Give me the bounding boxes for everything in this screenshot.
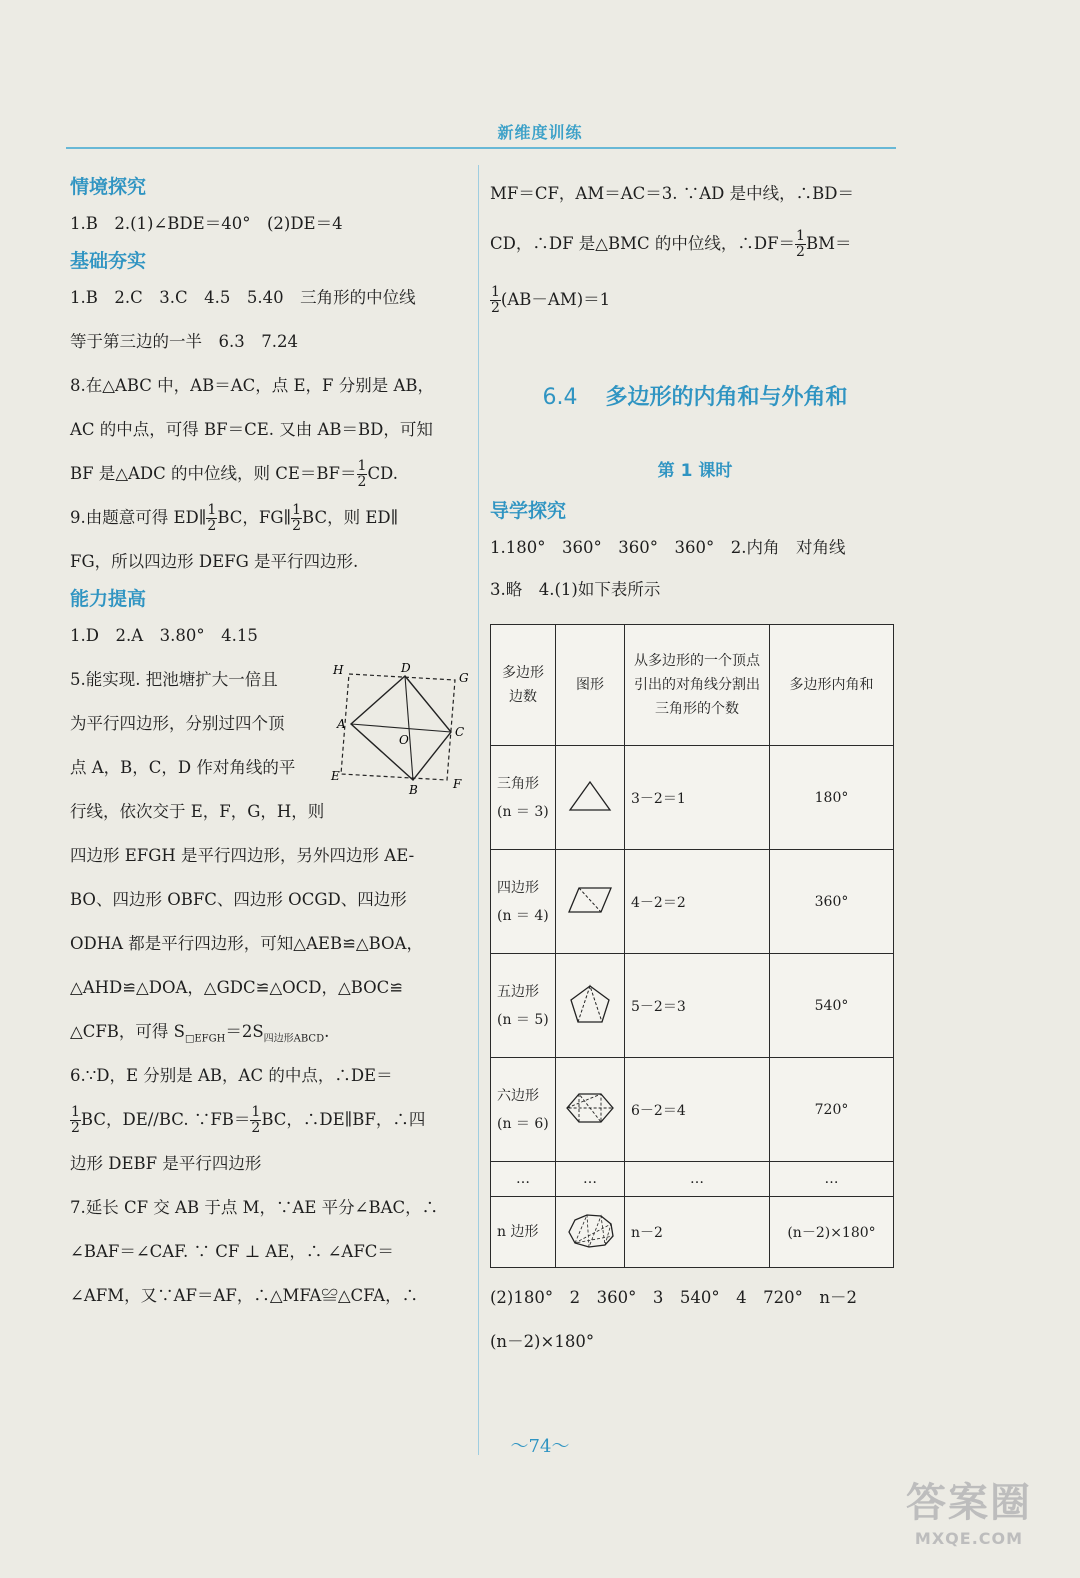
answer-line <box>70 496 470 540</box>
watermark-url: MXQE.COM <box>914 1529 1024 1548</box>
pentagon-icon <box>565 982 615 1026</box>
polygon-n: (n ＝ 6) <box>497 1115 549 1132</box>
subscript: □EFGH <box>184 1033 226 1045</box>
table-header-cell: 从多边形的一个顶点引出的对角线分割出三角形的个数 <box>625 625 770 746</box>
table-cell: … <box>556 1162 625 1197</box>
answer-line: (2)180° 2 360° 3 540° 4 720° n－2 <box>490 1288 857 1307</box>
answer-line: AC 的中点，可得 BF＝CE. 又由 AB＝BD，可知 <box>70 420 433 439</box>
fraction-numerator: 1 <box>207 502 217 518</box>
text-fragment: BC，FG <box>217 508 284 527</box>
fraction-numerator: 1 <box>292 502 302 518</box>
table-cell <box>556 1197 625 1268</box>
outer-parallelogram-efgh <box>341 674 455 780</box>
table-cell: 720° <box>770 1058 894 1162</box>
label-g: G <box>459 671 469 685</box>
polygon-n: (n ＝ 5) <box>497 1011 549 1028</box>
table-cell: … <box>770 1162 894 1197</box>
table-cell: 540° <box>770 954 894 1058</box>
table-cell: 4－2＝2 <box>625 850 770 954</box>
label-d: D <box>401 662 411 675</box>
fraction-denominator: 2 <box>491 300 500 316</box>
fraction-half <box>357 459 368 490</box>
answer-line: 1.B 2.(1)∠BDE＝40° (2)DE＝4 <box>70 214 343 233</box>
answer-line <box>70 452 470 496</box>
polygon-angle-table <box>490 624 894 1268</box>
section-title-jichu: 基础夯实 <box>70 250 147 272</box>
table-cell <box>491 1058 556 1162</box>
table-header-cell: 多边形内角和 <box>770 625 894 746</box>
text-fragment: BC，DE//BC. ∵FB＝ <box>80 1110 251 1129</box>
parallel-equal-icon: ∥ <box>344 1110 353 1129</box>
parallel-equal-icon: ∥ <box>390 508 399 527</box>
fraction-denominator: 2 <box>251 1120 261 1136</box>
label-f: F <box>453 777 462 791</box>
diagonal-ac <box>351 724 451 732</box>
fraction-half <box>70 1105 81 1136</box>
column-divider <box>478 165 479 1455</box>
quadrilateral-icon <box>565 880 615 920</box>
answer-line: 等于第三边的一半 6.3 7.24 <box>70 332 298 351</box>
table-cell: (n－2)×180° <box>770 1197 894 1268</box>
answer-line <box>490 216 900 272</box>
table-cell: 360° <box>770 850 894 954</box>
triangle-icon <box>565 776 615 816</box>
polygon-name: 六边形 <box>497 1087 539 1104</box>
polygon-name: 五边形 <box>497 983 539 1000</box>
table-cell <box>556 954 625 1058</box>
label-o: O <box>399 733 409 747</box>
watermark-logo <box>874 1478 1064 1568</box>
page-number: ～74～ <box>510 1436 570 1457</box>
fraction-denominator: 2 <box>796 244 805 260</box>
fraction-denominator: 2 <box>207 518 217 534</box>
parallelogram-figure <box>325 662 470 797</box>
lesson-number: 6.4 <box>542 385 578 410</box>
answer-line: 1.D 2.A 3.80° 4.15 <box>70 626 258 645</box>
answer-line: 6.∵D，E 分别是 AB，AC 的中点，∴DE＝ <box>70 1066 393 1085</box>
text-fragment: CD. <box>367 464 398 483</box>
n-gon-icon <box>563 1210 617 1250</box>
fraction-numerator: 1 <box>71 1104 80 1120</box>
parallel-equal-icon: ∥ <box>198 508 207 527</box>
polygon-n: (n ＝ 3) <box>497 803 549 820</box>
label-b: B <box>409 783 418 797</box>
answer-line: 8.在△ABC 中，AB＝AC，点 E，F 分别是 AB， <box>70 376 434 395</box>
section-title-daoxue: 导学探究 <box>490 500 567 522</box>
answer-line: 3.略 4.(1)如下表所示 <box>490 580 661 599</box>
table-cell <box>556 746 625 850</box>
text-fragment: BM＝ <box>805 234 852 253</box>
text-fragment: BC，则 ED <box>302 508 391 527</box>
table-cell: 5－2＝3 <box>625 954 770 1058</box>
polygon-name: 三角形 <box>497 775 539 792</box>
table-header-cell: 图形 <box>556 625 625 746</box>
text-fragment: 9.由题意可得 ED <box>70 508 199 527</box>
table-cell <box>556 1058 625 1162</box>
table-cell: n－2 <box>625 1197 770 1268</box>
table-row <box>491 1162 894 1197</box>
table-cell: n 边形 <box>491 1197 556 1268</box>
fraction-denominator: 2 <box>71 1120 80 1136</box>
q5-with-figure <box>70 658 470 834</box>
table-cell: 180° <box>770 746 894 850</box>
answer-line: 为平行四边形，分别过四个顶 <box>70 714 285 733</box>
fraction-denominator: 2 <box>357 474 367 490</box>
left-column <box>70 172 470 1318</box>
table-cell: 6－2＝4 <box>625 1058 770 1162</box>
fraction-numerator: 1 <box>357 458 367 474</box>
fraction-half <box>250 1105 261 1136</box>
table-cell: … <box>491 1162 556 1197</box>
fraction-half <box>490 285 501 316</box>
answer-line: (n－2)×180° <box>490 1332 595 1351</box>
answer-line: 5.能实现. 把池塘扩大一倍且 <box>70 670 278 689</box>
q5-text <box>70 658 325 834</box>
text-fragment: (AB－AM)＝1 <box>500 290 611 309</box>
answer-line: ODHA 都是平行四边形，可知△AEB≌△BOA， <box>70 934 423 953</box>
period-title: 第 1 课时 <box>657 461 733 481</box>
answer-line <box>70 1010 470 1054</box>
text-fragment: ＝2S <box>225 1022 264 1041</box>
fraction-denominator: 2 <box>292 518 302 534</box>
answer-line: △AHD≌△DOA，△GDC≌△OCD，△BOC≌ <box>70 978 404 997</box>
right-column <box>490 172 900 1364</box>
answer-line: 四边形 EFGH 是平行四边形，另外四边形 AE- <box>70 846 415 865</box>
table-cell <box>491 746 556 850</box>
table-row <box>491 746 894 850</box>
table-cell <box>556 850 625 954</box>
answer-line: ∠BAF＝∠CAF. ∵ CF ⊥ AE，∴ ∠AFC＝ <box>70 1242 394 1261</box>
table-header-cell: 多边形边数 <box>491 625 556 746</box>
text-fragment: CD，∴DF 是△BMC 的中位线，∴DF＝ <box>490 234 796 253</box>
section-title-qingjing: 情境探究 <box>70 176 147 198</box>
fraction-half <box>206 503 217 534</box>
answer-line <box>490 272 900 328</box>
fraction-half <box>291 503 302 534</box>
table-header-row <box>491 625 894 746</box>
answer-line: 边形 DEBF 是平行四边形 <box>70 1154 262 1173</box>
text-fragment: △CFB，可得 S <box>70 1022 185 1041</box>
answer-line: 7.延长 CF 交 AB 于点 M，∵AE 平分∠BAC，∴ <box>70 1198 439 1217</box>
answer-line: 点 A，B，C，D 作对角线的平 <box>70 758 296 777</box>
text-fragment: BC，∴DE <box>261 1110 345 1129</box>
table-cell: … <box>625 1162 770 1197</box>
header-rule <box>66 147 896 149</box>
watermark-text: 答案圈 <box>906 1480 1032 1526</box>
fraction-numerator: 1 <box>796 228 805 244</box>
label-e: E <box>331 769 340 783</box>
answer-line: MF＝CF，AM＝AC＝3. ∵AD 是中线，∴BD＝ <box>490 184 854 203</box>
table-row <box>491 954 894 1058</box>
polygon-name: 四边形 <box>497 879 539 896</box>
answer-line: 1.B 2.C 3.C 4.5 5.40 三角形的中位线 <box>70 288 416 307</box>
table-row <box>491 1058 894 1162</box>
parallel-equal-icon: ∥ <box>283 508 292 527</box>
answer-line: 1.180° 360° 360° 360° 2.内角 对角线 <box>490 538 846 557</box>
table-row <box>491 1197 894 1268</box>
answer-line: FG，所以四边形 DEFG 是平行四边形. <box>70 552 359 571</box>
hexagon-icon <box>563 1088 617 1128</box>
answer-line: BO、四边形 OBFC、四边形 OCGD、四边形 <box>70 890 407 909</box>
polygon-n: (n ＝ 4) <box>497 907 549 924</box>
fraction-numerator: 1 <box>491 284 500 300</box>
table-cell <box>491 850 556 954</box>
answer-line <box>70 1098 470 1142</box>
section-title-nengli: 能力提高 <box>70 588 147 610</box>
table-cell <box>491 954 556 1058</box>
lesson-name: 多边形的内角和与外角和 <box>605 385 848 410</box>
header-title: 新维度训练 <box>497 123 583 142</box>
label-a: A <box>337 717 346 731</box>
fraction-half <box>795 229 806 260</box>
text-fragment: BF 是△ADC 的中位线，则 CE＝BF＝ <box>70 464 357 483</box>
fraction-numerator: 1 <box>251 1104 261 1120</box>
answer-line: 行线，依次交于 E，F，G，H，则 <box>70 802 325 821</box>
table-row <box>491 850 894 954</box>
subscript: 四边形ABCD <box>263 1033 325 1045</box>
text-fragment: . <box>324 1022 330 1041</box>
answer-line: ∠AFM，又∵AF＝AF，∴△MFA≌△CFA，∴ <box>70 1286 419 1305</box>
table-cell: 3－2＝1 <box>625 746 770 850</box>
lesson-title <box>490 368 900 428</box>
label-h: H <box>333 663 344 677</box>
text-fragment: BF，∴四 <box>352 1110 426 1129</box>
label-c: C <box>455 725 465 739</box>
